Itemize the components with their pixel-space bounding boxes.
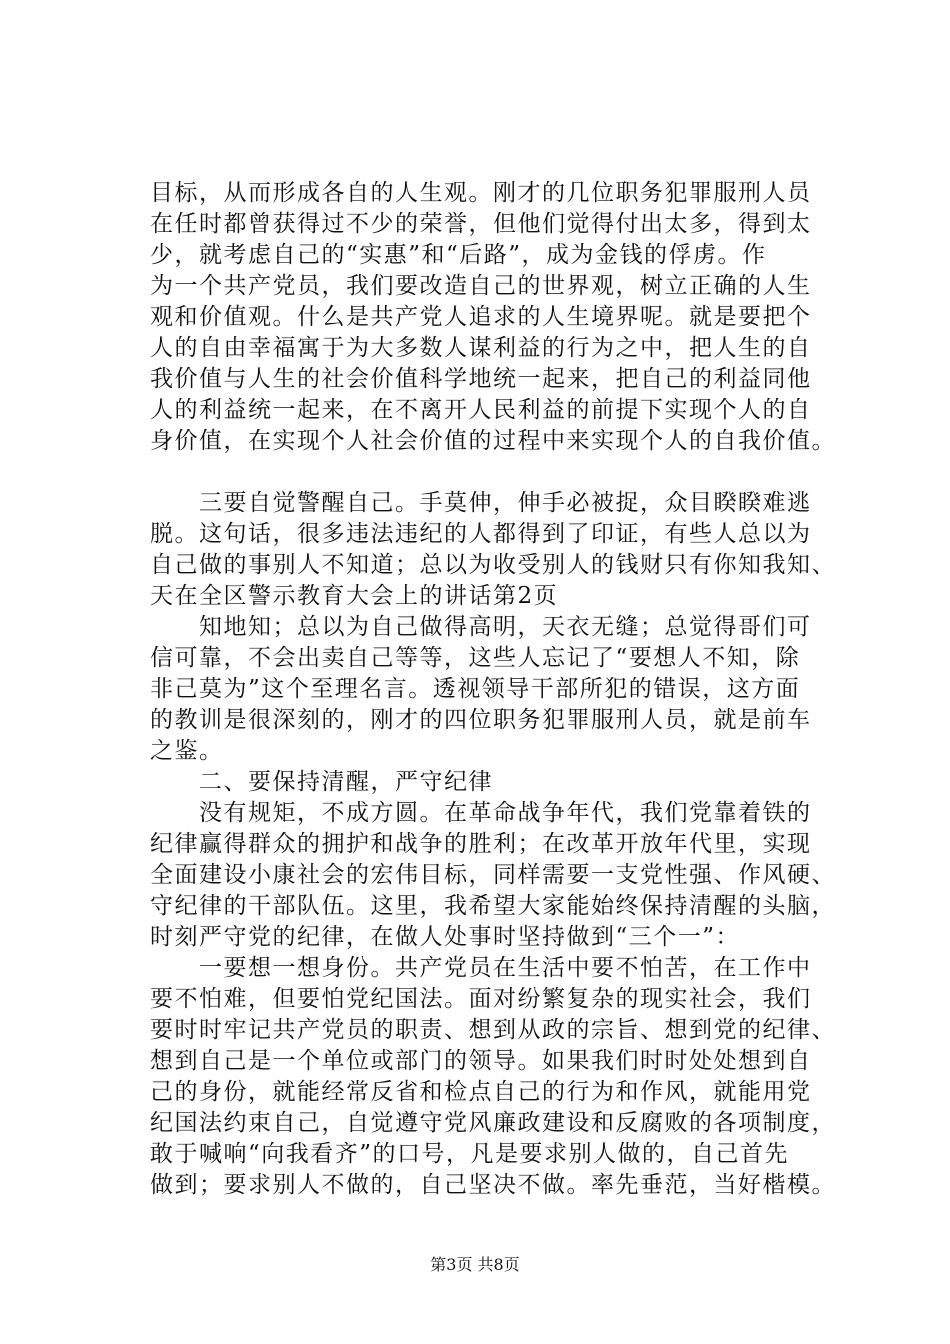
text-line: 信可靠，不会出卖自己等等，这些人忘记了“要想人不知，除 — [150, 645, 801, 671]
text-line: 脱。这句话，很多违法违纪的人都得到了印证，有些人总以为 — [150, 521, 812, 547]
text-line: 知地知；总以为自己做得高明，天衣无缝；总觉得哥们可 — [150, 614, 812, 640]
text-line: 我价值与人生的社会价值科学地统一起来，把自己的利益同他 — [150, 366, 812, 392]
text-line: 想到自己是一个单位或部门的领导。如果我们时时处处想到自 — [150, 1048, 812, 1074]
text-line: 自己做的事别人不知道；总以为收受别人的钱财只有你知我知、 — [150, 552, 836, 578]
section-heading: 二、要保持清醒，严守纪律 — [150, 769, 493, 795]
text-line: 一要想一想身份。共产党员在生活中要不怕苦，在工作中 — [150, 955, 812, 981]
text-line: 己的身份，就能经常反省和检点自己的行为和作风，就能用党 — [150, 1079, 812, 1105]
document-body — [150, 178, 850, 1201]
text-line: 要时时牢记共产党员的职责、想到从政的宗旨、想到党的纪律、 — [150, 1017, 836, 1043]
text-line: 目标，从而形成各自的人生观。刚才的几位职务犯罪服刑人员 — [150, 180, 812, 206]
text-line: 观和价值观。什么是共产党人追求的人生境界呢。就是要把个 — [150, 304, 812, 330]
text-line: 人的利益统一起来，在不离开人民利益的前提下实现个人的自 — [150, 397, 812, 423]
text-line: 的教训是很深刻的，刚才的四位职务犯罪服刑人员，就是前车 — [150, 707, 812, 733]
text-line: 纪国法约束自己，自觉遵守党风廉政建设和反腐败的各项制度， — [150, 1110, 836, 1136]
text-line: 身价值，在实现个人社会价值的过程中来实现个人的自我价值。 — [150, 428, 836, 454]
text-line: 人的自由幸福寓于为大多数人谋利益的行为之中，把人生的自 — [150, 335, 812, 361]
text-line: 全面建设小康社会的宏伟目标，同样需要一支党性强、作风硬、 — [150, 862, 836, 888]
text-line: 纪律赢得群众的拥护和战争的胜利；在改革开放年代里，实现 — [150, 831, 812, 857]
paragraph-gap — [150, 457, 850, 488]
text-line: 做到；要求别人不做的，自己坚决不做。率先垂范，当好楷模。 — [150, 1172, 836, 1198]
text-line: 之鉴。 — [150, 738, 224, 764]
page-number: 第3页 共8页 — [430, 1255, 520, 1274]
text-line: 天在全区警示教育大会上的讲话第2页 — [150, 583, 559, 609]
text-line: 敢于喊响“向我看齐”的口号，凡是要求别人做的，自己首先 — [150, 1141, 790, 1167]
text-line: 时刻严守党的纪律，在做人处事时坚持做到“三个一”： — [150, 924, 741, 950]
text-line: 为一个共产党员，我们要改造自己的世界观，树立正确的人生 — [150, 273, 812, 299]
text-line: 少，就考虑自己的“实惠”和“后路”，成为金钱的俘虏。作 — [150, 242, 767, 268]
text-line: 三要自觉警醒自己。手莫伸，伸手必被捉，众目睽睽难逃 — [150, 490, 812, 516]
text-line: 要不怕难，但要怕党纪国法。面对纷繁复杂的现实社会，我们 — [150, 986, 812, 1012]
text-line: 在任时都曾获得过不少的荣誉，但他们觉得付出太多，得到太 — [150, 211, 812, 237]
text-line: 没有规矩，不成方圆。在革命战争年代，我们党靠着铁的 — [150, 800, 812, 826]
text-line: 非己莫为”这个至理名言。透视领导干部所犯的错误，这方面 — [150, 676, 801, 702]
text-line: 守纪律的干部队伍。这里，我希望大家能始终保持清醒的头脑， — [150, 893, 836, 919]
